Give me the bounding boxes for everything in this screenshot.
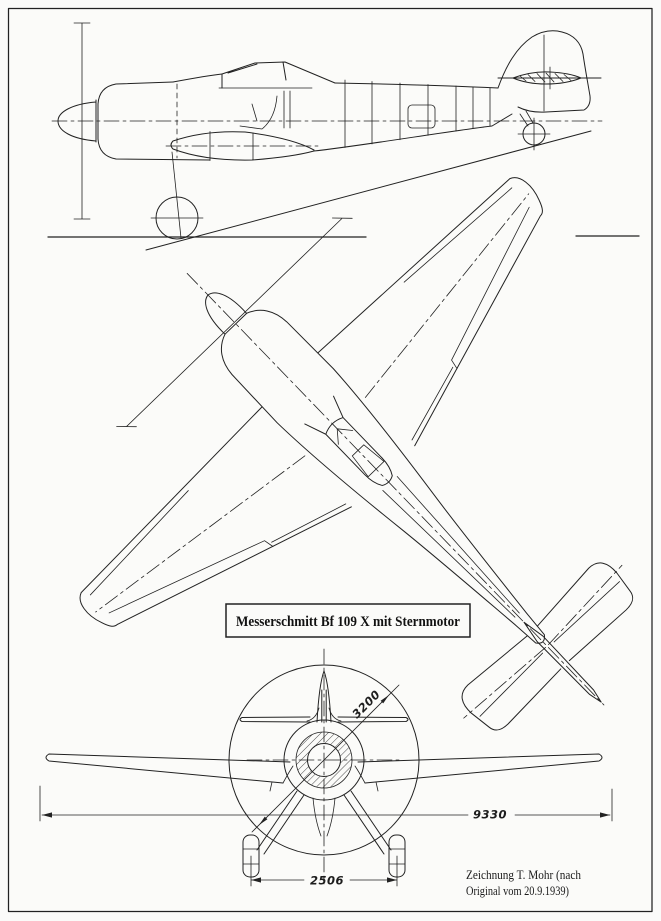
fuselage-top-line [173, 74, 222, 82]
fuselage-bottom-line [314, 114, 512, 151]
tailwheel-crosshair [518, 111, 550, 150]
credit-note [466, 867, 581, 898]
wingspan-arrow-right [600, 812, 610, 817]
plan-view [0, 60, 661, 919]
side-view [48, 23, 639, 250]
tailplane-left-elevator-line [479, 653, 544, 716]
plan-wing-left [69, 407, 355, 690]
wing-right-aileron-flap-lines [352, 207, 589, 440]
canopy [222, 62, 335, 88]
wingspan-dimension-line [40, 786, 612, 821]
prop-diameter-line [252, 685, 399, 832]
drawing-title: Messerschmitt Bf 109 X mit Sternmotor [236, 614, 461, 630]
ground-line [48, 236, 639, 237]
fuselage-frame-lines [345, 80, 490, 148]
propeller-diameter-dimension [252, 685, 399, 832]
plan-tailplane-left [449, 628, 566, 743]
tailplane-right-outline [533, 556, 640, 662]
title-box [226, 604, 470, 637]
wheel-track-arrow-right [387, 877, 397, 882]
plan-tailplane-right [530, 550, 647, 665]
tail-down-ground-line [146, 131, 591, 250]
front-view-crosshair [247, 649, 401, 884]
wingspan-arrow-left [42, 812, 52, 817]
rear-deck-line [335, 83, 498, 88]
wheel-track-label: 2506 [309, 873, 345, 888]
plan-wing-right [318, 166, 604, 449]
plan-spinner [197, 285, 246, 335]
wing-left-outline [69, 407, 355, 690]
wingspan-dimension [40, 786, 612, 822]
cockpit-interior [219, 88, 312, 129]
wing-right-outline [318, 166, 604, 449]
propeller-diameter-label: 3200 [349, 687, 384, 722]
credit-line-2: Original vom 20.9.1939) [466, 883, 569, 898]
wing-left-slat-line [85, 491, 193, 595]
wheel-track-arrow-left [251, 877, 261, 882]
propeller-disc-line [117, 208, 353, 436]
wingspan-label: 9330 [472, 807, 508, 822]
tailplane-right-elevator-line [554, 580, 619, 643]
credit-line-1: Zeichnung T. Mohr (nach [466, 867, 582, 882]
fuselage-hatch [408, 105, 435, 128]
main-gear-strut [151, 152, 203, 238]
plan-centerline [187, 273, 604, 705]
front-view [40, 649, 612, 888]
tailplane-left-outline [455, 631, 562, 737]
wing-left-aileron-flap-lines [109, 442, 346, 675]
